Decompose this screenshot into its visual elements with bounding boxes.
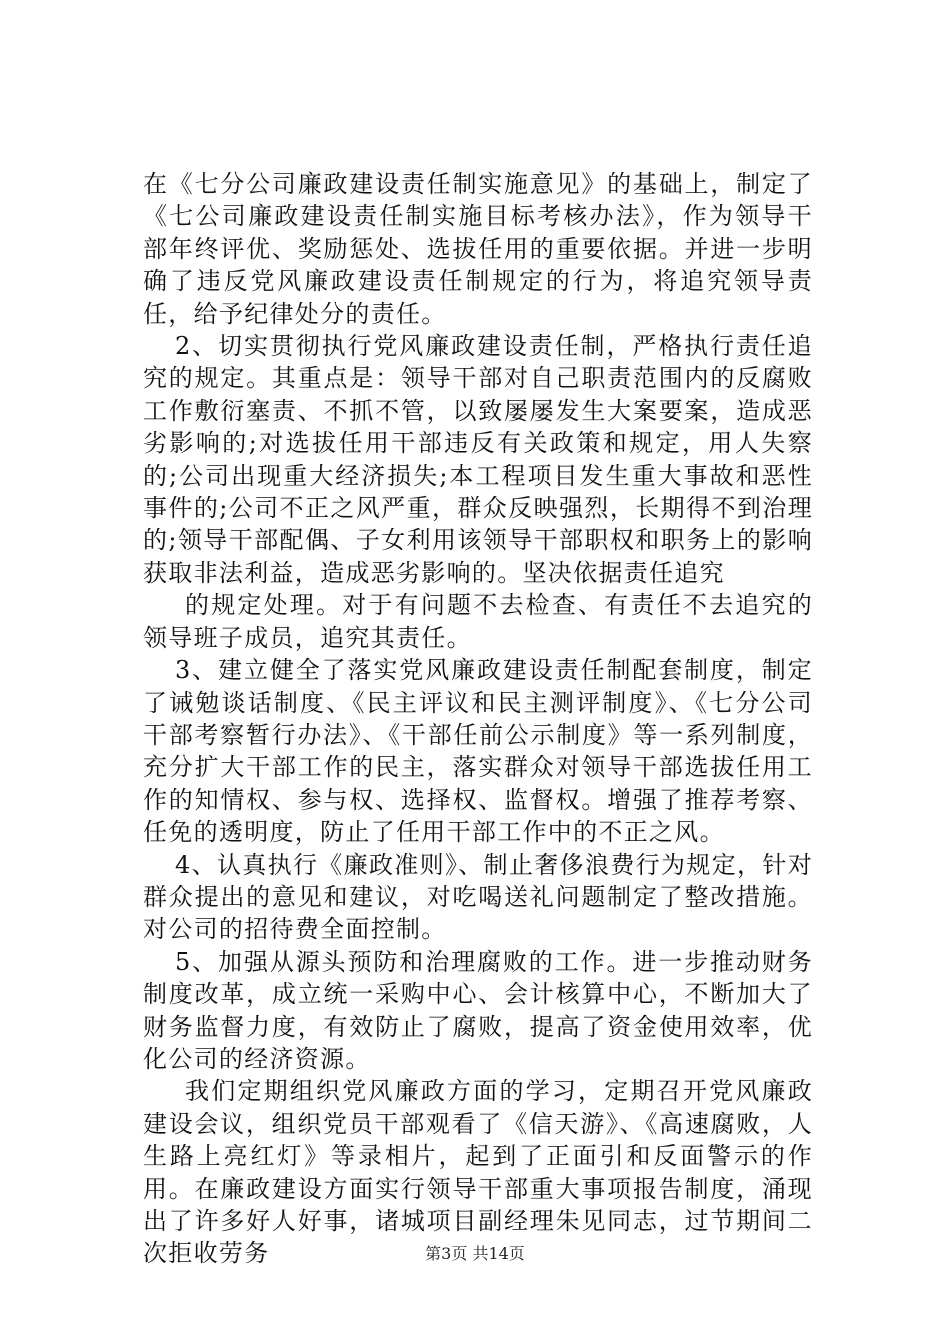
- paragraph-1: 在《七分公司廉政建设责任制实施意见》的基础上，制定了《七公司廉政建设责任制实施目标考核办法》，作为领导干部年终评优、奖励惩处、选拔任用的重要依据。并进一步明确了违反党风廉政建设责任制规定的行为，将追究领导责任，给予纪律处分的责任。: [143, 170, 813, 328]
- paragraph-2: 2、切实贯彻执行党风廉政建设责任制，严格执行责任追究的规定。其重点是：领导干部对自己职责范围内的反腐败工作敷衍塞责、不抓不管，以致屡屡发生大案要案，造成恶劣影响的;对选拔任用干部违反有关政策和规定，用人失察的;公司出现重大经济损失;本工程项目发生重大事故和恶性事件的;公司不正之风严重，群众反映强烈，长期得不到治理的;领导干部配偶、子女利用该领导干部职权和职务上的影响获取非法利益，造成恶劣影响的。坚决依据责任追究: [143, 332, 813, 587]
- document-body: [143, 168, 813, 1270]
- page-number-label: 第3页 共14页: [425, 1244, 525, 1263]
- page-footer: [0, 1244, 950, 1264]
- paragraph-5: 4、认真执行《廉政准则》、制止奢侈浪费行为规定，针对群众提出的意见和建议，对吃喝送礼问题制定了整改措施。对公司的招待费全面控制。: [143, 850, 813, 944]
- paragraph-7: 我们定期组织党风廉政方面的学习，定期召开党风廉政建设会议，组织党员干部观看了《信天游》、《高速腐败，人生路上亮红灯》等录相片，起到了正面引和反面警示的作用。在廉政建设方面实行领导干部重大事项报告制度，涌现出了许多好人好事，诸城项目副经理朱见同志，过节期间二次拒收劳务: [143, 1077, 813, 1268]
- paragraph-6: 5、加强从源头预防和治理腐败的工作。进一步推动财务制度改革，成立统一采购中心、会计核算中心，不断加大了财务监督力度，有效防止了腐败，提高了资金使用效率，优化公司的经济资源。: [143, 947, 813, 1073]
- paragraph-4: 3、建立健全了落实党风廉政建设责任制配套制度，制定了诫勉谈话制度、《民主评议和民主测评制度》、《七分公司干部考察暂行办法》、《干部任前公示制度》等一系列制度，充分扩大干部工作的民主，落实群众对领导干部选拔任用工作的知情权、参与权、选择权、监督权。增强了推荐考察、任免的透明度，防止了任用干部工作中的不正之风。: [143, 656, 813, 847]
- paragraph-3: 的规定处理。对于有问题不去检查、有责任不去追究的领导班子成员，追究其责任。: [143, 591, 813, 652]
